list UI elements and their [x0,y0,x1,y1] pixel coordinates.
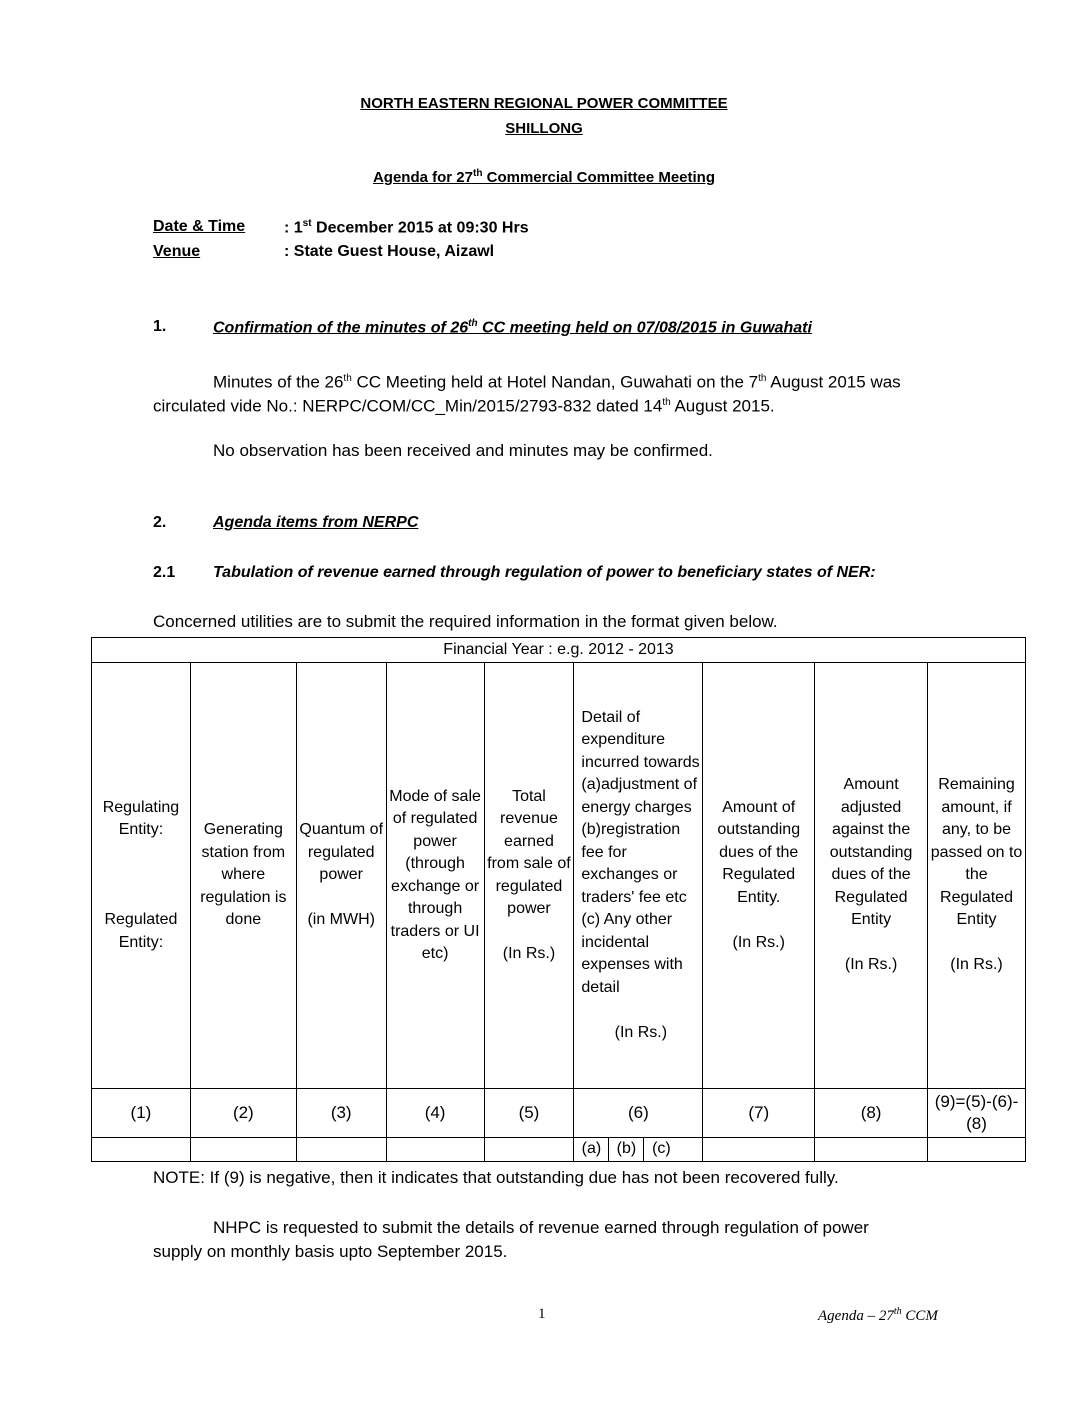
item2-number: 2. [153,514,167,531]
empty-cell [815,1138,928,1162]
col4-header: Mode of sale of regulated power (through exchange or through traders or UI etc) [386,663,484,1089]
empty-cell [703,1138,815,1162]
col1-header: Regulating Entity: Regulated Entity: [92,663,191,1089]
page-number: 1 [538,1306,546,1322]
empty-cell [484,1138,574,1162]
empty-cell [296,1138,386,1162]
item1-title: Confirmation of the minutes of 26th CC meeting held on 07/08/2015 in Guwahati [213,318,812,337]
date-value: : 1st December 2015 at 09:30 Hrs [284,218,529,237]
item2-title: Agenda items from NERPC [213,514,419,531]
table-note: NOTE: If (9) is negative, then it indicates that outstanding due has not been recovered fully. [153,1168,839,1187]
org-title: NORTH EASTERN REGIONAL POWER COMMITTEE [360,95,728,112]
item21-number: 2.1 [153,564,176,581]
empty-cell [386,1138,484,1162]
item1-para2: No observation has been received and minutes may be confirmed. [213,441,713,460]
venue-value: : State Guest House, Aizawl [284,243,495,260]
footer-label: Agenda – 27th CCM [818,1306,938,1324]
item1-para1-line2: circulated vide No.: NERPC/COM/CC_Min/2015/2793-832 dated 14th August 2015. [153,396,775,416]
col5-number: (5) [484,1089,574,1138]
revenue-format-table [91,637,1026,1162]
col3-number: (3) [296,1089,386,1138]
col9-header: Remaining amount, if any, to be passed on to the Regulated Entity (In Rs.) [928,663,1026,1089]
subcol-b: (b) [609,1138,644,1161]
item1-para1-line1: Minutes of the 26th CC Meeting held at Hotel Nandan, Guwahati on the 7th August 2015 was [213,372,901,392]
col3-header: Quantum of regulated power (in MWH) [296,663,386,1089]
subcol-c: (c) [652,1140,671,1158]
col6-number: (6) [574,1089,703,1138]
item21-intro: Concerned utilities are to submit the required information in the format given below. [153,612,778,631]
col2-number: (2) [190,1089,296,1138]
city-title: SHILLONG [505,120,583,137]
col8-header: Amount adjusted against the outstanding dues of the Regulated Entity (In Rs.) [815,663,928,1089]
col5-header: Total revenue earned from sale of regulated power (In Rs.) [484,663,574,1089]
date-label: Date & Time [153,218,246,235]
empty-cell [928,1138,1026,1162]
empty-cell [190,1138,296,1162]
item1-number: 1. [153,318,167,335]
empty-cell [92,1138,191,1162]
col9-number: (9)=(5)-(6)-(8) [928,1089,1026,1138]
col7-header: Amount of outstanding dues of the Regulated Entity. (In Rs.) [703,663,815,1089]
financial-year-header: Financial Year : e.g. 2012 - 2013 [92,638,1026,663]
col8-number: (8) [815,1089,928,1138]
col2-header: Generating station from where regulation is done [190,663,296,1089]
nhpc-para-line1: NHPC is requested to submit the details of revenue earned through regulation of power [213,1218,869,1237]
agenda-title: Agenda for 27th Commercial Committee Meeting [372,168,716,186]
nhpc-para-line2: supply on monthly basis upto September 2015. [153,1242,508,1261]
item21-title: Tabulation of revenue earned through regulation of power to beneficiary states of NER: [213,564,876,581]
col7-number: (7) [703,1089,815,1138]
col6-header: Detail of expenditure incurred towards (a)adjustment of energy charges (b)registration fee for exchanges or traders' fee etc (c) Any other incidental expenses with detail (In Rs.) [574,663,703,1089]
subcol-a: (a) [574,1138,609,1161]
venue-label: Venue [153,243,201,260]
col4-number: (4) [386,1089,484,1138]
col6-subcolumns [574,1138,703,1162]
col1-number: (1) [92,1089,191,1138]
